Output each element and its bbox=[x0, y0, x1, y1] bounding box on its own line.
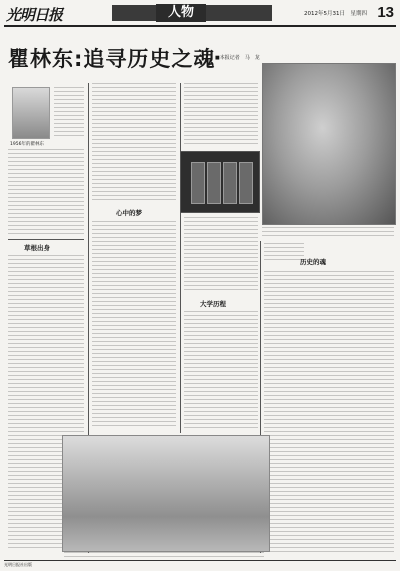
body-text-block bbox=[184, 83, 258, 145]
newspaper-logo: 光明日报 bbox=[6, 6, 63, 24]
portrait-caption: 1956年的瞿林东 bbox=[10, 142, 44, 147]
headline: 瞿林东:追寻历史之魂 bbox=[8, 47, 216, 71]
body-text-block bbox=[92, 83, 176, 203]
masthead bbox=[4, 3, 396, 27]
book-spine bbox=[191, 162, 205, 204]
subhead-soul: 历史的魂 bbox=[300, 258, 326, 266]
page-footer: 光明日报社出版 bbox=[4, 560, 396, 568]
body-text-block bbox=[264, 271, 394, 553]
column-rule bbox=[180, 83, 181, 433]
body-text-block bbox=[184, 217, 258, 293]
book-spine bbox=[239, 162, 253, 204]
body-text-block bbox=[184, 311, 258, 431]
newspaper-page bbox=[4, 3, 396, 568]
column-rule bbox=[8, 239, 84, 240]
byline: ■本报记者 马 龙 bbox=[215, 55, 260, 61]
subhead-university: 大学历程 bbox=[200, 300, 226, 308]
issue-date: 2012年5月31日 星期四 bbox=[304, 11, 367, 17]
body-text-block bbox=[262, 227, 394, 237]
body-text-block bbox=[8, 149, 84, 235]
subhead-roots: 草根出身 bbox=[24, 244, 50, 252]
book-photo bbox=[180, 151, 260, 213]
portrait-photo-small bbox=[12, 87, 50, 139]
body-text-block bbox=[64, 552, 264, 558]
book-spine bbox=[207, 162, 221, 204]
book-spine bbox=[223, 162, 237, 204]
portrait-photo-large bbox=[262, 63, 396, 225]
body-text-block bbox=[264, 243, 304, 263]
page-number: 13 bbox=[377, 4, 394, 21]
group-photo bbox=[62, 435, 270, 552]
section-title: 人物 bbox=[156, 4, 206, 22]
body-text-block bbox=[92, 221, 176, 429]
subhead-dream: 心中的梦 bbox=[116, 209, 142, 217]
body-text-block bbox=[54, 87, 84, 139]
